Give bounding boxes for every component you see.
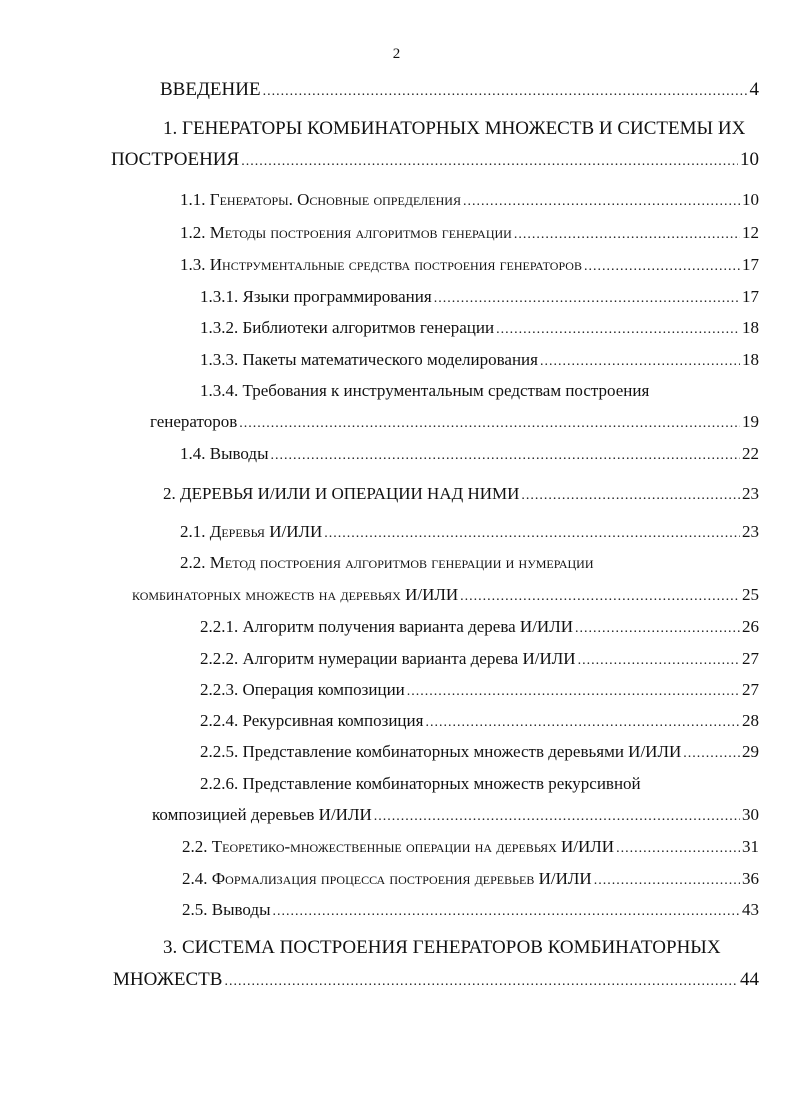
leader-dots	[463, 191, 740, 213]
toc-entry-1-3-4[interactable]	[150, 411, 759, 435]
toc-entry-title: генераторов	[150, 412, 238, 431]
toc-entry-page: 10	[740, 149, 759, 170]
toc-entry-2-2-6[interactable]	[152, 804, 759, 828]
toc-entry-title: 1.3.2. Библиотеки алгоритмов генерации	[200, 318, 495, 337]
leader-dots	[521, 485, 740, 507]
toc-entry-page: 18	[742, 318, 759, 337]
toc-entry-page: 17	[742, 255, 759, 274]
toc-entry-title: 2.2.1. Алгоритм получения варианта дерева И/ИЛИ	[200, 617, 574, 636]
leader-dots	[584, 256, 740, 278]
toc-entry-ch3-line1[interactable]: 3. СИСТЕМА ПОСТРОЕНИЯ ГЕНЕРАТОРОВ КОМБИНАТОРНЫХ	[163, 937, 721, 958]
toc-entry-page: 12	[742, 223, 759, 242]
toc-entry-title: 1.4. Выводы	[180, 444, 269, 463]
toc-entry-2-2-3[interactable]	[200, 679, 759, 703]
toc-entry-2-2-4[interactable]	[200, 710, 759, 734]
toc-entry-page: 23	[742, 484, 759, 503]
toc-entry-2-3[interactable]	[182, 836, 759, 860]
toc-entry-page: 22	[742, 444, 759, 463]
toc-entry-1-3-4-line1[interactable]: 1.3.4. Требования к инструментальным средствам построения	[200, 381, 650, 400]
toc-entry-title: 2.4. Формализация процесса построения деревьев И/ИЛИ	[182, 869, 592, 888]
toc-entry-ch2[interactable]	[163, 483, 759, 507]
toc-entry-1-3-1[interactable]	[200, 286, 759, 310]
toc-entry-title: МНОЖЕСТВ	[113, 969, 223, 990]
toc-entry-1-3-2[interactable]	[200, 317, 759, 341]
toc-entry-page: 27	[742, 680, 759, 699]
toc-entry-page: 25	[742, 585, 759, 604]
toc-entry-title: 2.2.4. Рекурсивная композиция	[200, 711, 424, 730]
toc-entry-page: 29	[742, 742, 759, 761]
leader-dots	[239, 413, 740, 435]
toc-entry-title: 2.5. Выводы	[182, 900, 271, 919]
toc-entry-2-4[interactable]	[182, 868, 759, 892]
leader-dots	[374, 806, 740, 828]
toc-entry-title: 2.2.3. Операция композиции	[200, 680, 405, 699]
toc-entry-title: 2.1. Деревья И/ИЛИ	[180, 522, 323, 541]
leader-dots	[271, 445, 740, 467]
toc-entry-page: 23	[742, 522, 759, 541]
toc-entry-2-2[interactable]	[132, 584, 759, 608]
toc-entry-title: 2. ДЕРЕВЬЯ И/ИЛИ И ОПЕРАЦИИ НАД НИМИ	[163, 484, 520, 503]
toc-entry-1-4[interactable]	[180, 443, 759, 467]
toc-entry-page: 26	[742, 617, 759, 636]
toc-entry-page: 28	[742, 711, 759, 730]
toc-entry-page: 44	[740, 969, 759, 990]
toc-entry-page: 19	[742, 412, 759, 431]
toc-entry-1-3[interactable]	[180, 254, 759, 278]
toc-entry-2-2-2[interactable]	[200, 648, 759, 672]
toc-entry-page: 4	[749, 79, 759, 100]
toc-entry-page: 36	[742, 869, 759, 888]
toc-entry-title: 1.3.3. Пакеты математического моделирования	[200, 350, 538, 369]
toc-entry-page: 27	[742, 649, 759, 668]
leader-dots	[616, 838, 740, 860]
toc-entry-2-1[interactable]	[180, 521, 759, 545]
toc-entry-title: 2.2.2. Алгоритм нумерации варианта дерева И/ИЛИ	[200, 649, 576, 668]
toc-entry-intro[interactable]	[160, 79, 759, 103]
leader-dots	[324, 523, 740, 545]
leader-dots	[683, 743, 740, 765]
toc-entry-title: 1.2. Методы построения алгоритмов генерации	[180, 223, 512, 242]
toc-entry-2-2-line1[interactable]: 2.2. Метод построения алгоритмов генерации и нумерации	[180, 553, 594, 572]
toc-entry-title: 1.3. Инструментальные средства построения генераторов	[180, 255, 582, 274]
toc-entry-ch1-line1[interactable]: 1. ГЕНЕРАТОРЫ КОМБИНАТОРНЫХ МНОЖЕСТВ И СИСТЕМЫ ИХ	[163, 118, 746, 139]
leader-dots	[578, 650, 740, 672]
leader-dots	[496, 319, 740, 341]
toc-entry-1-2[interactable]	[180, 222, 759, 246]
toc-entry-title: ВВЕДЕНИЕ	[160, 79, 261, 100]
leader-dots	[241, 151, 738, 173]
toc-entry-2-5[interactable]	[182, 899, 759, 923]
toc-entry-2-2-1[interactable]	[200, 616, 759, 640]
leader-dots	[263, 81, 748, 103]
leader-dots	[575, 618, 740, 640]
toc-entry-title: ПОСТРОЕНИЯ	[111, 149, 240, 170]
toc-entry-ch3[interactable]	[113, 969, 759, 993]
leader-dots	[407, 681, 740, 703]
toc-entry-2-2-6-line1[interactable]: 2.2.6. Представление комбинаторных множеств рекурсивной	[200, 774, 641, 793]
toc-entry-2-2-5[interactable]	[200, 741, 759, 765]
toc-entry-title: 2.2.5. Представление комбинаторных множеств деревьями И/ИЛИ	[200, 742, 682, 761]
toc-entry-1-3-3[interactable]	[200, 349, 759, 373]
toc-entry-ch1[interactable]	[111, 149, 759, 173]
leader-dots	[224, 971, 738, 993]
leader-dots	[425, 712, 740, 734]
toc-entry-page: 18	[742, 350, 759, 369]
leader-dots	[514, 224, 740, 246]
toc-entry-page: 43	[742, 900, 759, 919]
toc-entry-title: 2.2. Теоретико-множественные операции на деревьях И/ИЛИ	[182, 837, 615, 856]
toc-entry-title: комбинаторных множеств на деревьях И/ИЛИ	[132, 585, 459, 604]
toc-entry-page: 31	[742, 837, 759, 856]
leader-dots	[460, 586, 740, 608]
toc-entry-page: 30	[742, 805, 759, 824]
toc-entry-1-1[interactable]	[180, 189, 759, 213]
toc-entry-page: 17	[742, 287, 759, 306]
leader-dots	[434, 288, 740, 310]
toc-entry-title: 1.1. Генераторы. Основные определения	[180, 190, 461, 209]
leader-dots	[273, 901, 740, 923]
leader-dots	[594, 870, 740, 892]
leader-dots	[540, 351, 740, 373]
toc-entry-page: 10	[742, 190, 759, 209]
toc-entry-title: 1.3.1. Языки программирования	[200, 287, 432, 306]
toc-entry-title: композицией деревьев И/ИЛИ	[152, 805, 372, 824]
page-number: 2	[392, 46, 401, 62]
